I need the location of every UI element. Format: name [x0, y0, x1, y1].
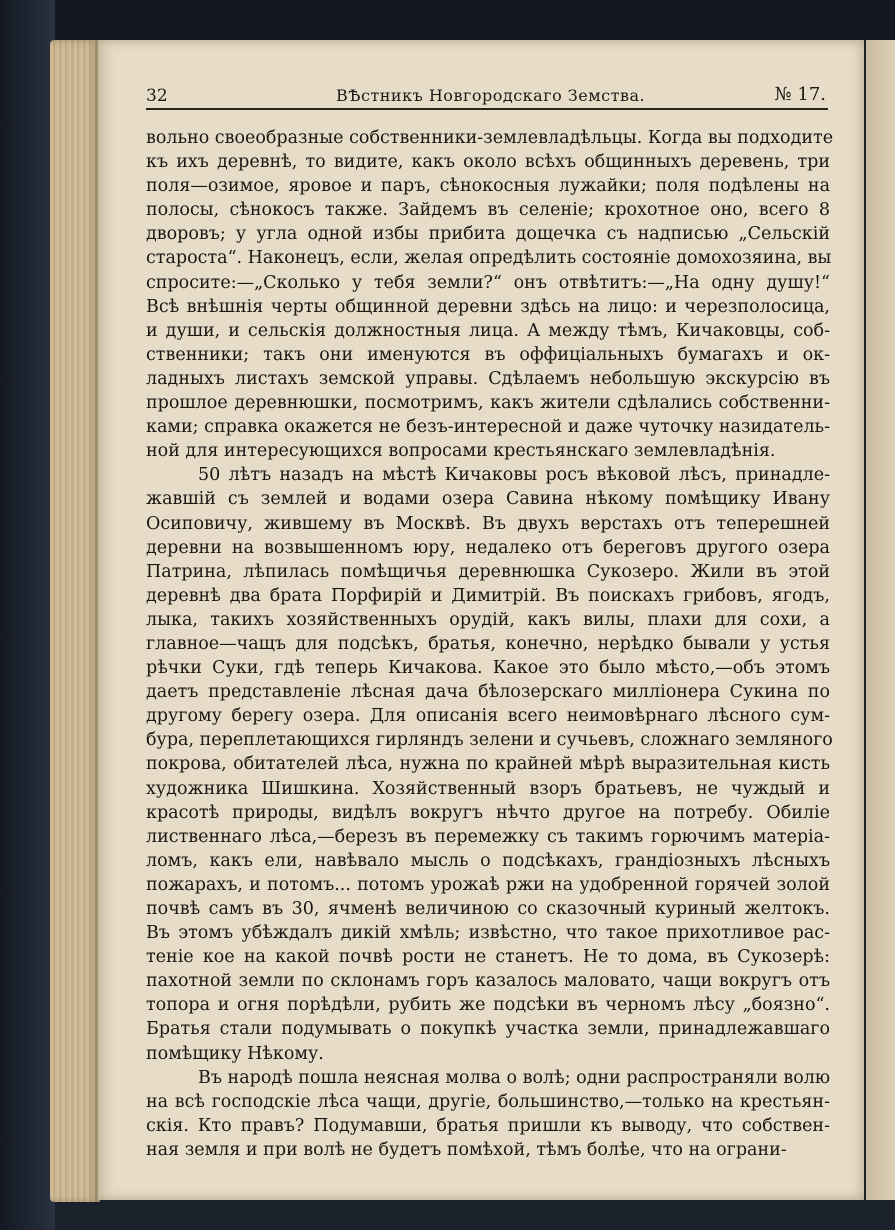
text-line: Всѣ внѣшнія черты общинной деревни здѣсь на лицо: и черезполосица, [146, 296, 830, 317]
text-line: ладныхъ листахъ земской управы. Сдѣлаемъ небольшую экскурсію въ [146, 368, 830, 389]
text-line: вольно своеобразные собственники-землевладѣльцы. Когда вы подходите [146, 128, 834, 148]
page-number: 32 [146, 86, 168, 106]
text-line: теніе кое на какой почвѣ рости не станетъ. Не то дома, въ Сукозерѣ: [146, 947, 830, 968]
text-line: пожарахъ, и потомъ... потомъ урожаѣ ржи на удобренной горячей золой [146, 874, 830, 895]
paragraph [146, 126, 834, 463]
text-line: бура, переплетающихся гирляндъ зелени и сучьевъ, сложнаго земляного [146, 730, 833, 751]
text-line: поля—озимое, яровое и паръ, сѣнокосныя лужайки; поля подѣлены на [146, 176, 830, 197]
text-line: ственники; такъ они именуются въ оффиціальныхъ бумагахъ и ок- [146, 344, 830, 365]
issue-number: № 17. [774, 84, 826, 105]
text-line: ками; справка окажется не безъ-интересной и даже чуточку назидатель- [146, 417, 830, 438]
next-page-edge [866, 40, 895, 1200]
text-line: ная земля и при волѣ не будетъ помѣхой, тѣмъ болѣе, что на ограни- [146, 1139, 787, 1160]
journal-title: ВѢстникъ Новгородскаго Земства. [336, 86, 646, 105]
text-line: другому берегу озера. Для описанія всего неимовѣрнаго лѣсного сум- [146, 706, 830, 727]
text-line: даетъ представленіе лѣсная дача бѣлозерскаго милліонера Сукина по [146, 682, 830, 703]
text-line: художника Шишкина. Хозяйственный взоръ братьевъ, не чуждый и [146, 778, 830, 799]
text-line: Въ народѣ пошла неясная молва о волѣ; одни распространяли волю [198, 1067, 831, 1088]
text-line: лиственнаго лѣса,—березъ въ перемежку съ такимъ горючимъ матеріа- [146, 826, 830, 847]
text-line: помѣщику Нѣкому. [146, 1043, 324, 1064]
text-line: 50 лѣтъ назадъ на мѣстѣ Кичаковы росъ вѣковой лѣсъ, принадле- [198, 465, 830, 486]
book-cover-top [0, 0, 895, 40]
text-line: почвѣ самъ въ 30, ячменѣ величиною со сказочный куриный желтокъ. [146, 899, 830, 919]
text-line: спросите:—„Сколько у тебя земли?“ онъ отвѣтитъ:—„На одну душу!“ [146, 272, 830, 293]
text-line: лыка, такихъ хозяйственныхъ орудій, какъ вилы, плахи для сохи, а [146, 609, 830, 630]
text-line: рѣчки Суки, гдѣ теперь Кичакова. Какое это было мѣсто,—объ этомъ [146, 658, 830, 679]
text-line: скія. Кто правъ? Подумавши, братья пришли къ выводу, что собствен- [146, 1115, 830, 1136]
text-line: прошлое деревнюшки, посмотримъ, какъ жители сдѣлались собственни- [146, 393, 830, 414]
text-line: къ ихъ деревнѣ, то видите, какъ около всѣхъ общинныхъ деревень, три [146, 152, 830, 173]
text-line: деревни на возвышенномъ юру, недалеко отъ береговъ другого озера [146, 537, 830, 558]
text-line: деревнѣ два брата Порфирій и Димитрій. Въ поискахъ грибовъ, ягодъ, [146, 585, 830, 606]
text-line: Осиповичу, жившему въ Москвѣ. Въ двухъ верстахъ отъ теперешней [146, 513, 830, 534]
text-line: красотѣ природы, видѣлъ вокругъ нѣчто другое на потребу. Обиліе [146, 802, 830, 823]
text-line: и души, и сельскія должностныя лица. А между тѣмъ, Кичаковцы, соб- [146, 320, 830, 341]
header-rule [146, 108, 828, 110]
paragraph [146, 1066, 830, 1162]
text-line: пахотной земли по склонамъ горъ казалось маловато, чащи вокругъ отъ [146, 971, 830, 992]
text-line: на всѣ господскіе лѣса чащи, другіе, большинство,—только на крестьян- [146, 1091, 830, 1112]
text-line: ной для интересующихся вопросами крестьянскаго землевладѣнія. [146, 441, 776, 462]
text-line: Братья стали подумывать о покупкѣ участка земли, принадлежавшаго [146, 1019, 830, 1040]
text-line: покрова, обитателей лѣса, нужна по крайней мѣрѣ выразительная кисть [146, 754, 830, 775]
article-body [146, 126, 834, 1162]
running-header [146, 82, 826, 110]
text-line: ломъ, какъ ели, навѣвало мысль о подсѣкахъ, грандіозныхъ лѣсныхъ [146, 850, 830, 871]
text-line: дворовъ; у угла одной избы прибита дощечка съ надписью „Сельскій [146, 224, 830, 245]
text-line: топора и огня порѣдѣли, рубить же подсѣки въ черномъ лѣсу „боязно“. [146, 995, 830, 1016]
text-line: полосы, сѣнокосъ также. Зайдемъ въ селеніе; крохотное оно, всего 8 [146, 200, 830, 221]
book-cover-left [0, 0, 55, 1230]
text-line: староста“. Наконецъ, если, желая опредѣлить состояніе домохозяина, вы [146, 248, 832, 269]
page-edges [50, 40, 100, 1202]
text-line: жавшій съ землей и водами озера Савина нѣкому помѣщику Ивану [146, 489, 830, 510]
paragraph [146, 463, 833, 1065]
text-line: главное—чащъ для подсѣкъ, братья, конечно, нерѣдко бывали у устья [146, 633, 830, 654]
text-line: Въ этомъ убѣждалъ дикій хмѣль; извѣстно, что такое прихотливое рас- [146, 923, 830, 944]
text-line: Патрина, лѣпилась помѣщичья деревнюшка Сукозеро. Жили въ этой [146, 561, 830, 582]
